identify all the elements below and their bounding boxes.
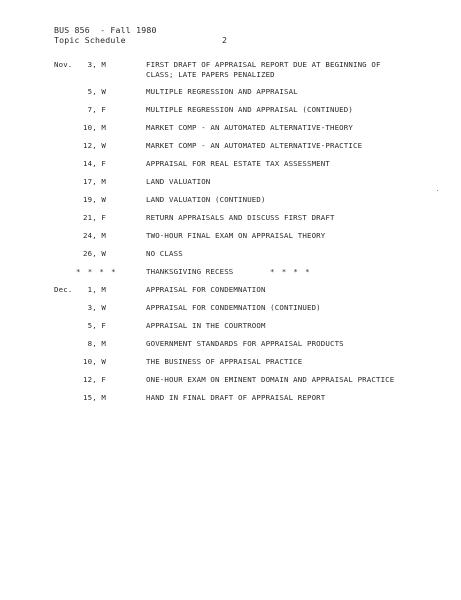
page-number: 2 <box>222 35 227 45</box>
class-topic: MARKET COMP - AN AUTOMATED ALTERNATIVE-THEORY <box>146 123 353 132</box>
class-topic: RETURN APPRAISALS AND DISCUSS FIRST DRAFT <box>146 213 335 222</box>
class-date: 8, M <box>87 339 106 348</box>
class-topic: MULTIPLE REGRESSION AND APPRAISAL (CONTINUED) <box>146 105 353 114</box>
class-date: 19, W <box>83 195 106 204</box>
class-topic: GOVERNMENT STANDARDS FOR APPRAISAL PRODUCTS <box>146 339 344 348</box>
class-date: 12, W <box>83 141 106 150</box>
class-date: 1, M <box>87 285 106 294</box>
month-label: Dec. <box>54 285 73 294</box>
class-topic: APPRAISAL FOR CONDEMNATION <box>146 285 266 294</box>
class-date: 10, M <box>83 123 106 132</box>
asterisk-divider: * * * * <box>270 267 311 276</box>
class-topic: HAND IN FINAL DRAFT OF APPRAISAL REPORT <box>146 393 326 402</box>
course-line: BUS 856 - Fall 1980 <box>54 25 157 35</box>
class-topic: APPRAISAL FOR REAL ESTATE TAX ASSESSMENT <box>146 159 330 168</box>
class-date: 5, W <box>87 87 106 96</box>
class-topic: LAND VALUATION (CONTINUED) <box>146 195 266 204</box>
class-topic: ONE-HOUR EXAM ON EMINENT DOMAIN AND APPRAISAL PRACTICE <box>146 375 395 384</box>
class-date: 10, W <box>83 357 106 366</box>
class-date: 7, F <box>87 105 106 114</box>
class-date: 3, M <box>87 60 106 69</box>
class-date: 14, F <box>83 159 106 168</box>
class-topic: FIRST DRAFT OF APPRAISAL REPORT DUE AT BEGINNING OF CLASS; LATE PAPERS PENALIZED <box>146 60 381 79</box>
class-topic: TWO-HOUR FINAL EXAM ON APPRAISAL THEORY <box>146 231 326 240</box>
document-header <box>54 25 157 45</box>
class-date: 24, M <box>83 231 106 240</box>
month-label: Nov. <box>54 60 73 69</box>
schedule-subtitle: Topic Schedule <box>54 35 126 45</box>
class-topic: APPRAISAL FOR CONDEMNATION (CONTINUED) <box>146 303 321 312</box>
asterisk-divider: * * * * <box>76 267 117 276</box>
class-date: 12, F <box>83 375 106 384</box>
class-topic: MARKET COMP - AN AUTOMATED ALTERNATIVE-PRACTICE <box>146 141 363 150</box>
class-topic: THANKSGIVING RECESS <box>146 267 234 276</box>
class-date: 3, W <box>87 303 106 312</box>
class-topic: THE BUSINESS OF APPRAISAL PRACTICE <box>146 357 303 366</box>
class-topic: NO CLASS <box>146 249 183 258</box>
class-date: 21, F <box>83 213 106 222</box>
scan-speck <box>437 190 438 191</box>
class-date: 5, F <box>87 321 106 330</box>
class-date: 17, M <box>83 177 106 186</box>
class-topic: APPRAISAL IN THE COURTROOM <box>146 321 266 330</box>
class-date: 26, W <box>83 249 106 258</box>
class-topic: LAND VALUATION <box>146 177 211 186</box>
class-topic: MULTIPLE REGRESSION AND APPRAISAL <box>146 87 298 96</box>
class-date: 15, M <box>83 393 106 402</box>
